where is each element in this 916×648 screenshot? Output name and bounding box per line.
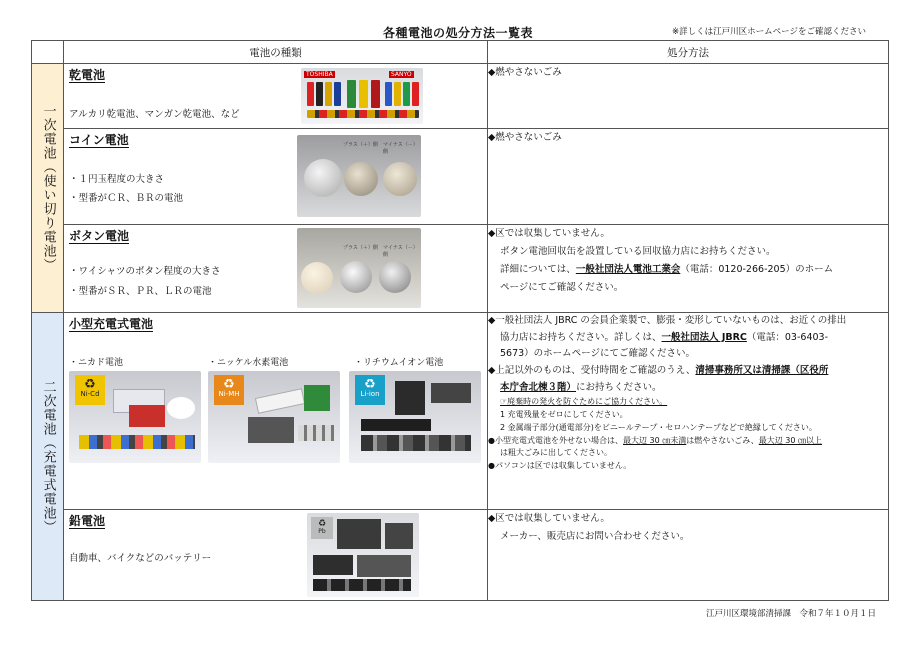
- rech-note-1a: ●小型充電式電池を外せない場合は、: [488, 435, 623, 445]
- table-header-row: [32, 41, 889, 64]
- nicd-photo: [69, 371, 201, 463]
- coin-battery-name: コイン電池: [69, 133, 129, 147]
- battery-icon: [412, 82, 419, 106]
- rech-note-1b: 最大辺 30 ㎝未満: [622, 435, 687, 445]
- rech-method-line5b: にお持ちください。: [576, 381, 662, 393]
- row-rechargeable-battery: [32, 313, 889, 510]
- nimh-recycle-mark-icon: ♻ Ni-MH: [214, 375, 244, 405]
- coin-battery-method-text: ◆燃やさないごみ: [488, 132, 562, 143]
- header-disposal-method: 処分方法: [488, 41, 889, 64]
- button-battery-name: ボタン電池: [69, 229, 130, 243]
- small-battery-icon: [313, 579, 411, 591]
- battery-cells-icon: [298, 425, 334, 441]
- nimh-label: ・ニッケル水素電池: [208, 358, 289, 368]
- rech-method-line4a: ◆上記以外のものは、受付時間をご確認のうえ、: [488, 364, 696, 376]
- battery-disposal-table: [31, 40, 889, 601]
- rech-method-line2: [488, 330, 888, 347]
- device-icon: [167, 397, 195, 419]
- battery-icon: [334, 82, 341, 106]
- lead-battery-name: 鉛電池: [69, 514, 106, 528]
- row-lead-battery: [32, 510, 889, 601]
- battery-icon: [316, 82, 323, 106]
- battery-icon: [403, 82, 410, 106]
- battery-cells-icon: [361, 435, 471, 451]
- lead-battery-cell: [64, 510, 488, 601]
- nicd-mark-text: Ni-Cd: [80, 390, 100, 398]
- rech-method-line5a: 本庁舎北棟３階）: [500, 381, 577, 393]
- rech-note-3: ●パソコンは区では収集していません。: [488, 461, 632, 471]
- coin-battery-desc1: ・１円玉程度の大きさ: [69, 174, 165, 185]
- header-note: ※詳しくは江戸川区ホームページをご確認ください: [672, 27, 866, 37]
- liion-mark-text: Li-ion: [360, 390, 380, 398]
- lead-method-line1: ◆区では収集していません。: [488, 513, 610, 524]
- lead-battery-photo: [307, 513, 419, 597]
- button-minus-label: マイナス（－）側: [383, 245, 418, 258]
- laptop-battery-icon: [431, 383, 471, 403]
- battery-pack-icon: [248, 417, 294, 443]
- rechargeable-battery-cell: [64, 313, 488, 510]
- coin-plus-label: プラス（＋）側: [343, 142, 378, 148]
- coin-battery-photo: [297, 135, 421, 217]
- battery-association-link: 一般社団法人電池工業会: [575, 264, 681, 276]
- shirt-button-icon: [301, 262, 333, 294]
- rech-method-line3: 5673）のホームページにてご確認ください。: [500, 348, 695, 360]
- header-battery-type: 電池の種類: [64, 41, 488, 64]
- battery-pack-icon: [129, 405, 165, 427]
- rech-note-1: [488, 435, 888, 448]
- battery-icon: [347, 80, 356, 108]
- button-battery-desc1: ・ワイシャツのボタン程度の大きさ: [69, 266, 221, 277]
- button-method-line3a: 詳細については、: [500, 264, 576, 276]
- button-battery-desc2: ・型番がＳＲ、ＰＲ、ＬＲの電池: [69, 286, 212, 297]
- category-primary-label: 一次電池（使い切り電池）: [40, 104, 56, 272]
- jbrc-link: 一般社団法人 JBRC: [661, 331, 747, 343]
- button-method-line4: ページにてご確認ください。: [500, 282, 624, 294]
- battery-icon: [359, 80, 368, 108]
- button-method-line1: ◆区では収集していません。: [488, 228, 610, 239]
- toshiba-label: TOSHIBA: [306, 71, 333, 78]
- rechargeable-battery-name: 小型充電式電池: [69, 317, 154, 331]
- coin-cell-icon: [344, 162, 378, 196]
- one-yen-coin-icon: [304, 159, 342, 197]
- button-method-line3: [488, 261, 888, 279]
- laptop-battery-icon: [361, 419, 431, 431]
- page-title: 各種電池の処分方法一覧表: [382, 26, 533, 40]
- header-blank: [32, 41, 64, 64]
- nimh-photo: [208, 371, 340, 463]
- dry-battery-photo: [301, 68, 423, 124]
- button-battery-cell: [64, 225, 488, 313]
- fire-prevention-note: ☞廃棄時の発火を防ぐためにご協力ください。: [500, 397, 668, 407]
- rech-method-line2c: （電話：03-6403-: [746, 331, 829, 343]
- battery-row-icon: [307, 110, 419, 118]
- lead-mark-text: Pb: [318, 528, 326, 535]
- battery-icon: [307, 82, 314, 106]
- phone-battery-icon: [395, 381, 425, 415]
- drill-battery-icon: [304, 385, 330, 411]
- rech-method-line2a: 協力店にお持ちください。詳しくは、: [500, 331, 662, 343]
- battery-icon: [371, 80, 380, 108]
- battery-pack-icon: [255, 388, 305, 414]
- liion-label: ・リチウムイオン電池: [354, 358, 444, 368]
- car-battery-icon: [337, 519, 381, 549]
- rech-note-1d: 最大辺 30 ㎝以上: [758, 435, 822, 445]
- category-secondary-label: 二次電池（充電式電池）: [40, 379, 56, 534]
- coin-battery-method: [488, 129, 889, 225]
- coin-battery-cell: [64, 129, 488, 225]
- car-battery-icon: [385, 523, 413, 549]
- button-battery-method: [488, 225, 889, 313]
- button-battery-photo: [297, 228, 421, 308]
- nicd-label: ・ニカド電池: [69, 358, 124, 368]
- rech-note-2: は粗大ごみに出してください。: [500, 448, 612, 458]
- lead-recycle-mark-icon: ♻ Pb: [311, 517, 333, 539]
- row-dry-battery: [32, 64, 889, 129]
- dry-battery-desc: アルカリ乾電池、マンガン乾電池、など: [69, 109, 240, 120]
- nimh-mark-text: Ni-MH: [218, 390, 240, 398]
- lead-method-line2: メーカー、販売店にお問い合わせください。: [500, 531, 690, 543]
- dry-battery-cell: [64, 64, 488, 129]
- battery-icon: [325, 82, 332, 106]
- dry-battery-method-text: ◆燃やさないごみ: [488, 67, 562, 78]
- button-method-line2: ボタン電池回収缶を設置している回収協力店にお持ちください。: [500, 246, 776, 258]
- liion-photo: [349, 371, 481, 463]
- category-secondary: [32, 313, 64, 601]
- rech-note-1c: は燃やさないごみ、: [686, 435, 759, 445]
- coin-minus-label: マイナス（－）側: [383, 142, 418, 155]
- footer-credit: 江戸川区環境部清掃課 令和７年１０月１日: [705, 609, 876, 619]
- fire-step-1: 1 充電残量をゼロにしてください。: [500, 409, 628, 419]
- rech-method-line1: ◆一般社団法人 JBRC の会員企業製で、膨張・変形していないものは、お近くの排出: [488, 315, 847, 326]
- button-cell-icon: [379, 261, 411, 293]
- rech-method-line5: [488, 380, 888, 397]
- lead-battery-method: [488, 510, 889, 601]
- liion-recycle-mark-icon: ♻ Li-ion: [355, 375, 385, 405]
- coin-battery-desc2: ・型番がＣＲ、ＢＲの電池: [69, 193, 184, 204]
- battery-cells-icon: [79, 435, 195, 449]
- battery-icon: [385, 82, 392, 106]
- rech-method-line4b: 清掃事務所又は清掃課（区役所: [695, 364, 829, 376]
- dry-battery-method: [488, 64, 889, 129]
- category-primary: [32, 64, 64, 313]
- rechargeable-battery-method: [488, 313, 889, 510]
- nicd-recycle-mark-icon: ♻ Ni-Cd: [75, 375, 105, 405]
- row-coin-battery: [32, 129, 889, 225]
- button-cell-icon: [340, 261, 372, 293]
- bike-battery-icon: [357, 555, 411, 577]
- fire-step-2: 2 金属端子部分(通電部分)をビニールテープ・セロハンテープなどで絶縁してください。: [500, 422, 817, 432]
- bike-battery-icon: [313, 555, 353, 575]
- dry-battery-name: 乾電池: [69, 68, 106, 82]
- button-plus-label: プラス（＋）側: [343, 245, 378, 251]
- row-button-battery: [32, 225, 889, 313]
- battery-icon: [394, 82, 401, 106]
- lead-battery-desc: 自動車、バイクなどのバッテリー: [69, 553, 212, 564]
- rech-method-line4: [488, 363, 888, 380]
- button-method-line3c: （電話：0120-266-205）のホーム: [680, 264, 834, 276]
- coin-cell-icon: [383, 162, 417, 196]
- sanyo-label: SANYO: [391, 71, 412, 78]
